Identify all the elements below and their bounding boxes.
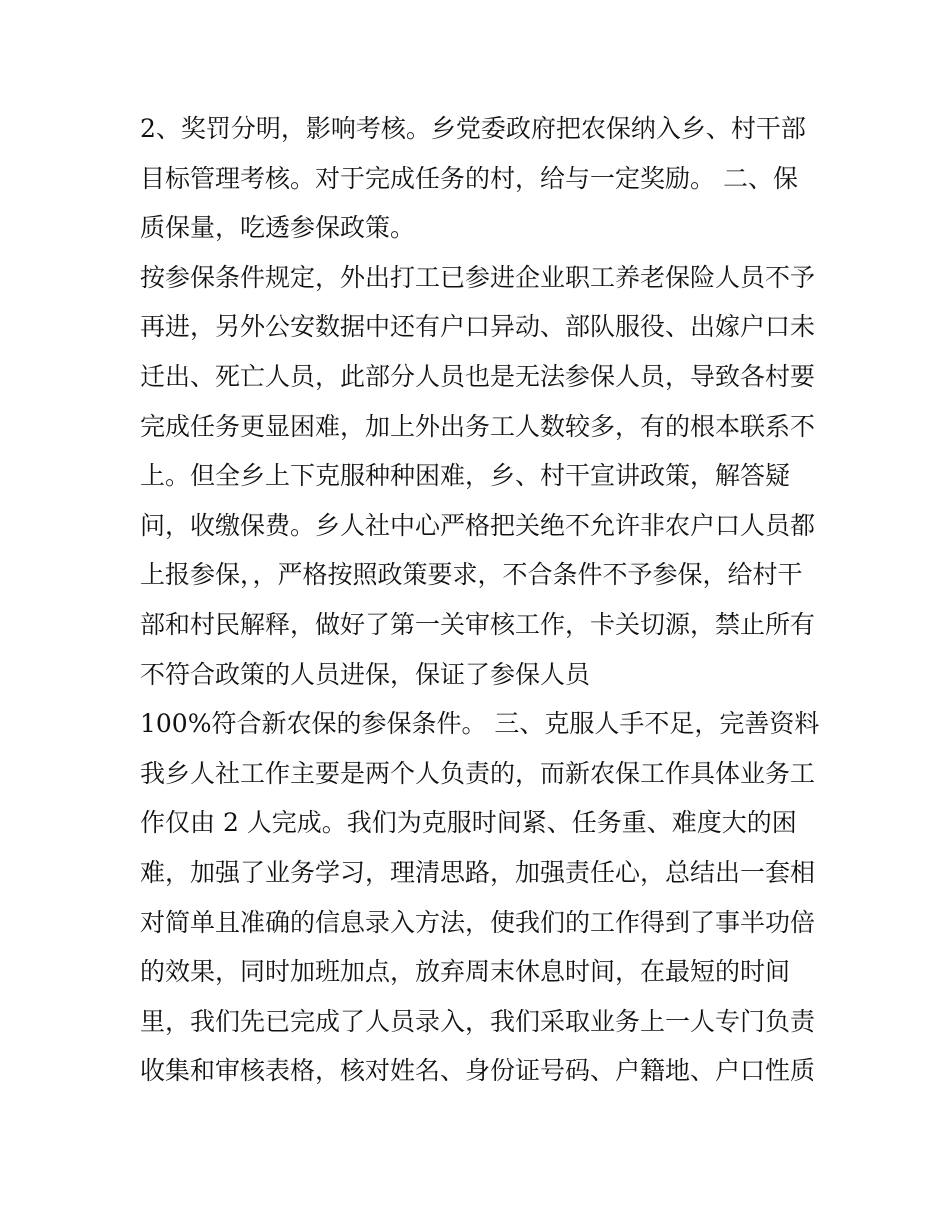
text-line: 2、奖罚分明，影响考核。乡党委政府把农保纳入乡、村干部 <box>140 114 806 143</box>
text-line: 按参保条件规定，外出打工已参进企业职工养老保险人员不予 <box>140 262 816 292</box>
text-line: 部和村民解释，做好了第一关审核工作，卡关切源，禁止所有 <box>140 609 816 639</box>
text-line: 目标管理考核。对于完成任务的村，给与一定奖励。 二、保 <box>140 163 798 193</box>
text-line: 100%符合新农保的参保条件。 三、克服人手不足，完善资料 <box>140 709 820 739</box>
text-line: 迁出、死亡人员，此部分人员也是无法参保人员，导致各村要 <box>140 361 816 391</box>
body-text <box>140 104 830 1096</box>
text-line: 我乡人社工作主要是两个人负责的，而新农保工作具体业务工 <box>140 758 816 788</box>
text-line: 的效果，同时加班加点，放弃周末休息时间，在最短的时间 <box>140 957 791 987</box>
text-line: 难，加强了业务学习，理清思路，加强责任心，总结出一套相 <box>140 857 816 887</box>
text-line: 问，收缴保费。乡人社中心严格把关绝不允许非农户口人员都 <box>140 510 816 540</box>
text-line: 质保量，吃透参保政策。 <box>140 213 416 243</box>
text-line: 上。但全乡上下克服种种困难，乡、村干宣讲政策，解答疑 <box>140 461 791 491</box>
text-line: 作仅由 2 人完成。我们为克服时间紧、任务重、难度大的困 <box>140 808 797 838</box>
text-line: 对简单且准确的信息录入方法，使我们的工作得到了事半功倍 <box>140 907 816 937</box>
text-line: 里，我们先已完成了人员录入，我们采取业务上一人专门负责 <box>140 1006 816 1036</box>
text-line: 上报参保，，严格按照政策要求，不合条件不予参保，给村干 <box>140 560 803 590</box>
text-line: 再进，另外公安数据中还有户口异动、部队服役、出嫁户口未 <box>140 312 816 342</box>
text-line: 完成任务更显困难，加上外出务工人数较多，有的根本联系不 <box>140 411 816 441</box>
text-line: 收集和审核表格，核对姓名、身份证号码、户籍地、户口性质 <box>140 1056 816 1086</box>
text-line: 不符合政策的人员进保，保证了参保人员 <box>140 659 591 689</box>
